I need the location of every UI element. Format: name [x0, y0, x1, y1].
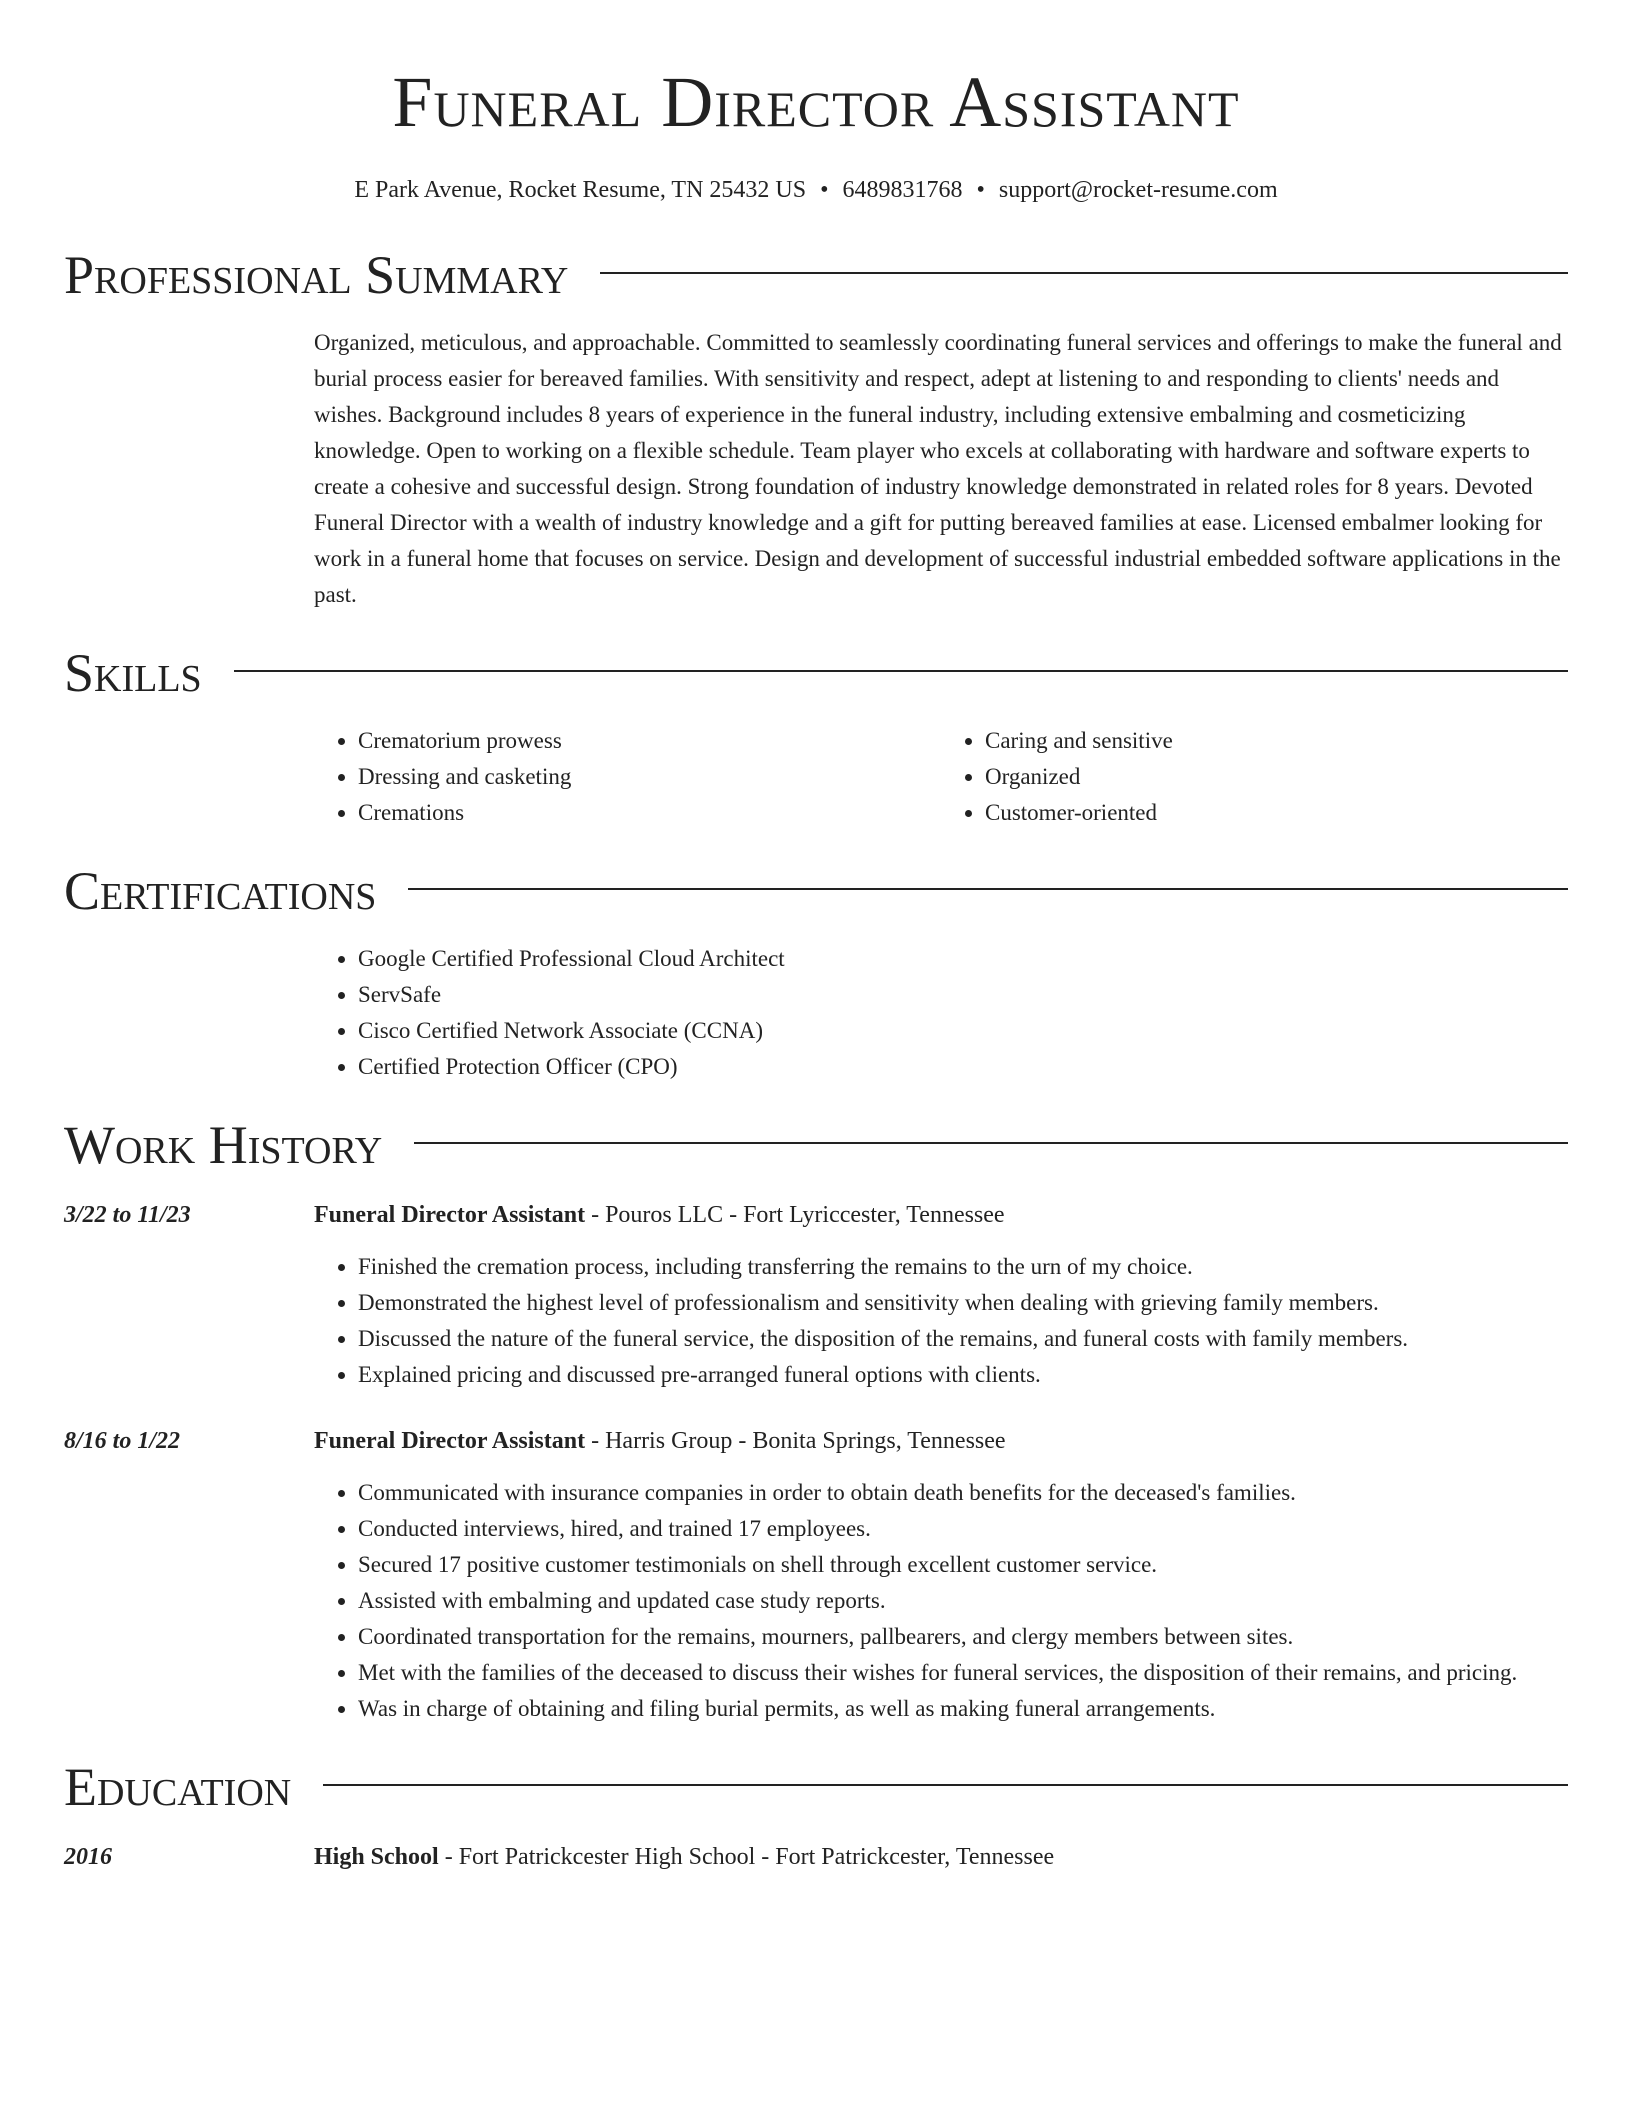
section-certifications-header: [64, 861, 1568, 921]
work-bullet: • Met with the families of the deceased to discuss their wishes for funeral services, the disposition of their remains, and pricing.: [358, 1655, 1568, 1691]
contact-line: [64, 175, 1568, 205]
skill-item: • Caring and sensitive: [985, 723, 1568, 759]
section-work-header: [64, 1115, 1568, 1175]
work-bullet: • Discussed the nature of the funeral service, the disposition of the remains, and funeral costs with family members.: [358, 1321, 1568, 1357]
section-divider: [408, 888, 1568, 890]
work-entry: [64, 1199, 1568, 1393]
job-title: Funeral Director Assistant: [314, 1202, 586, 1228]
education-entry: [64, 1841, 1568, 1873]
certification-item: • ServSafe: [358, 977, 1568, 1013]
contact-separator: •: [820, 177, 829, 203]
certification-item: • Certified Protection Officer (CPO): [358, 1049, 1568, 1085]
certification-item: • Google Certified Professional Cloud Architect: [358, 941, 1568, 977]
skill-item: • Customer-oriented: [985, 795, 1568, 831]
education-year: 2016: [64, 1844, 112, 1870]
section-title: Education: [64, 1757, 292, 1817]
work-bullet: • Demonstrated the highest level of professionalism and sensitivity when dealing with grieving family members.: [358, 1285, 1568, 1321]
section-divider: [234, 670, 1568, 672]
work-bullets: [314, 1249, 1568, 1393]
skill-item: • Organized: [985, 759, 1568, 795]
skills-list: [314, 723, 1568, 831]
resume-name: Funeral Director Assistant: [392, 62, 1240, 142]
work-entry-header: [64, 1425, 1568, 1457]
work-dates: 8/16 to 1/22: [64, 1428, 181, 1454]
work-bullet: • Coordinated transportation for the remains, mourners, pallbearers, and clergy members between sites.: [358, 1619, 1568, 1655]
certifications-list: [314, 941, 1568, 1085]
work-bullet: • Was in charge of obtaining and filing burial permits, as well as making funeral arrangements.: [358, 1691, 1568, 1727]
education-details: - Fort Patrickcester High School - Fort Patrickcester, Tennessee: [438, 1844, 1055, 1870]
section-title: Skills: [64, 643, 202, 703]
certification-item: • Cisco Certified Network Associate (CCNA): [358, 1013, 1568, 1049]
contact-separator: •: [976, 177, 985, 203]
section-title: Work History: [64, 1115, 383, 1175]
work-dates: 3/22 to 11/23: [64, 1202, 191, 1228]
section-divider: [414, 1142, 1568, 1144]
work-bullet: • Explained pricing and discussed pre-arranged funeral options with clients.: [358, 1357, 1568, 1393]
skills-column-left: [314, 723, 941, 831]
work-bullet: • Finished the cremation process, including transferring the remains to the urn of my choice.: [358, 1249, 1568, 1285]
work-bullet: • Secured 17 positive customer testimonials on shell through excellent customer service.: [358, 1547, 1568, 1583]
summary-block: [314, 325, 1568, 613]
section-divider: [600, 272, 1568, 274]
job-title: Funeral Director Assistant: [314, 1428, 586, 1454]
job-details: - Harris Group - Bonita Springs, Tennessee: [585, 1428, 1006, 1454]
skill-item: • Dressing and casketing: [358, 759, 941, 795]
work-bullet: • Assisted with embalming and updated case study reports.: [358, 1583, 1568, 1619]
work-entry-header: [64, 1199, 1568, 1231]
education-degree: High School: [314, 1844, 439, 1870]
work-bullets: [314, 1475, 1568, 1727]
summary-text: Organized, meticulous, and approachable. Committed to seamlessly coordinating funeral services and offerings to make the funeral and burial process easier for bereaved families. With sensitivity and respect, adept at listening to and responding to clients' needs and wishes. Background includes 8 years of experience in the funeral industry, including extensive embalming and cosmeticizing knowledge. Open to working on a flexible schedule. Team player who excels at collaborating with hardware and software experts to create a cohesive and successful design. Strong foundation of industry knowledge demonstrated in related roles for 8 years. Devoted Funeral Director with a wealth of industry knowledge and a gift for putting bereaved families at ease. Licensed embalmer looking for work in a funeral home that focuses on service. Design and development of successful industrial embedded software applications in the past.: [314, 330, 1562, 607]
education-entry-header: [64, 1841, 1568, 1873]
skill-item: • Cremations: [358, 795, 941, 831]
skill-item: • Crematorium prowess: [358, 723, 941, 759]
work-bullet: • Communicated with insurance companies in order to obtain death benefits for the deceased's families.: [358, 1475, 1568, 1511]
section-divider: [323, 1784, 1568, 1786]
education-line: [314, 1841, 1054, 1873]
contact-email: support@rocket-resume.com: [998, 177, 1278, 203]
work-title-line: [314, 1199, 1005, 1231]
work-title-line: [314, 1425, 1006, 1457]
contact-phone: 6489831768: [842, 177, 963, 203]
section-education-header: [64, 1757, 1568, 1817]
section-title: Certifications: [64, 861, 377, 921]
job-details: - Pouros LLC - Fort Lyriccester, Tennessee: [585, 1202, 1005, 1228]
section-summary-header: [64, 245, 1568, 305]
skills-column-right: [941, 723, 1568, 831]
section-title: Professional Summary: [64, 245, 569, 305]
work-bullet: • Conducted interviews, hired, and trained 17 employees.: [358, 1511, 1568, 1547]
section-skills-header: [64, 643, 1568, 703]
contact-address: E Park Avenue, Rocket Resume, TN 25432 US: [354, 177, 807, 203]
work-entry: [64, 1425, 1568, 1727]
